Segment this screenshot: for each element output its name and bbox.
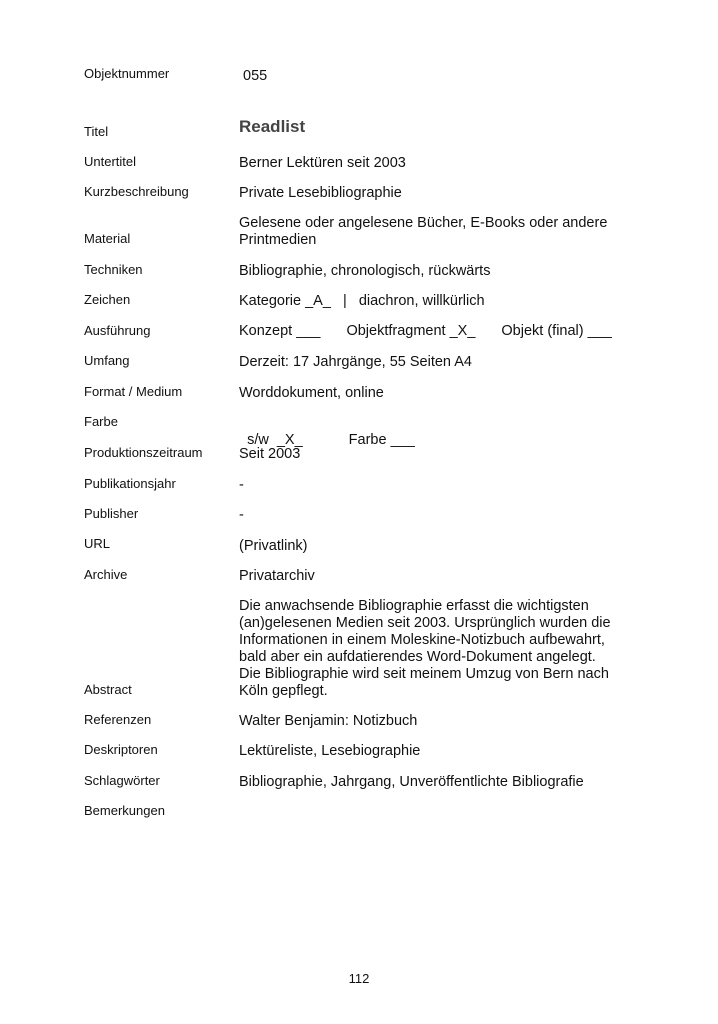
value-farbe bbox=[239, 415, 639, 449]
value-kurzbeschreibung: Private Lesebibliographie bbox=[239, 185, 402, 201]
label-abstract: Abstract bbox=[84, 682, 132, 697]
value-umfang: Derzeit: 17 Jahrgänge, 55 Seiten A4 bbox=[239, 354, 472, 370]
label-url: URL bbox=[84, 536, 111, 551]
value-url: (Privatlink) bbox=[239, 538, 308, 554]
label-publisher: Publisher bbox=[84, 506, 139, 521]
label-bemerkungen: Bemerkungen bbox=[84, 803, 165, 818]
value-abstract-line6: Köln gepflegt. bbox=[239, 683, 328, 699]
label-deskriptoren: Deskriptoren bbox=[84, 742, 158, 757]
value-abstract-line3: Informationen in einem Moleskine-Notizbuch aufbewahrt, bbox=[239, 632, 605, 648]
value-deskriptoren: Lektüreliste, Lesebiographie bbox=[239, 743, 421, 759]
value-objektnummer: 055 bbox=[243, 68, 268, 84]
label-untertitel: Untertitel bbox=[84, 154, 137, 169]
label-farbe: Farbe bbox=[84, 414, 118, 429]
value-abstract-line5: Die Bibliographie wird seit meinem Umzug von Bern nach bbox=[239, 666, 609, 682]
value-material-line2: Printmedien bbox=[239, 232, 317, 248]
label-objektnummer: Objektnummer bbox=[84, 66, 170, 81]
value-ausfuehrung bbox=[239, 323, 659, 340]
ausfuehrung-objekt-final: Objekt (final) ___ bbox=[501, 323, 612, 339]
value-publisher: - bbox=[239, 507, 244, 523]
label-material: Material bbox=[84, 231, 131, 246]
label-referenzen: Referenzen bbox=[84, 712, 152, 727]
value-abstract-line2: (an)gelesenen Medien seit 2003. Ursprünglich wurden die bbox=[239, 615, 611, 631]
label-publikationsjahr: Publikationsjahr bbox=[84, 476, 176, 491]
value-produktionszeitraum: Seit 2003 bbox=[239, 446, 301, 462]
value-publikationsjahr: - bbox=[239, 477, 244, 493]
page-number: 112 bbox=[348, 971, 370, 986]
label-ausfuehrung: Ausführung bbox=[84, 323, 151, 338]
value-abstract-line4: bald aber ein aufdatierendes Word-Dokument angelegt. bbox=[239, 649, 596, 665]
label-kurzbeschreibung: Kurzbeschreibung bbox=[84, 184, 189, 199]
value-zeichen: Kategorie _A_ | diachron, willkürlich bbox=[239, 293, 485, 309]
farbe-sw: s/w _X_ bbox=[247, 432, 303, 448]
label-produktionszeitraum: Produktionszeitraum bbox=[84, 445, 203, 460]
value-material-line1: Gelesene oder angelesene Bücher, E-Books oder andere bbox=[239, 215, 608, 231]
value-archive: Privatarchiv bbox=[239, 568, 315, 584]
label-archive: Archive bbox=[84, 567, 128, 582]
ausfuehrung-konzept: Konzept ___ bbox=[239, 323, 321, 339]
value-techniken: Bibliographie, chronologisch, rückwärts bbox=[239, 263, 491, 279]
value-referenzen: Walter Benjamin: Notizbuch bbox=[239, 713, 418, 729]
label-schlagwoerter: Schlagwörter bbox=[84, 773, 160, 788]
label-techniken: Techniken bbox=[84, 262, 143, 277]
value-schlagwoerter: Bibliographie, Jahrgang, Unveröffentlichte Bibliografie bbox=[239, 774, 584, 790]
label-umfang: Umfang bbox=[84, 353, 130, 368]
ausfuehrung-objektfragment: Objektfragment _X_ bbox=[346, 323, 476, 339]
value-abstract-line1: Die anwachsende Bibliographie erfasst die wichtigsten bbox=[239, 598, 589, 614]
label-format-medium: Format / Medium bbox=[84, 384, 183, 399]
farbe-farbe: Farbe ___ bbox=[348, 432, 415, 448]
label-titel: Titel bbox=[84, 124, 109, 139]
value-untertitel: Berner Lektüren seit 2003 bbox=[239, 155, 406, 171]
label-zeichen: Zeichen bbox=[84, 292, 131, 307]
value-titel: Readlist bbox=[239, 117, 306, 136]
value-format-medium: Worddokument, online bbox=[239, 385, 384, 401]
